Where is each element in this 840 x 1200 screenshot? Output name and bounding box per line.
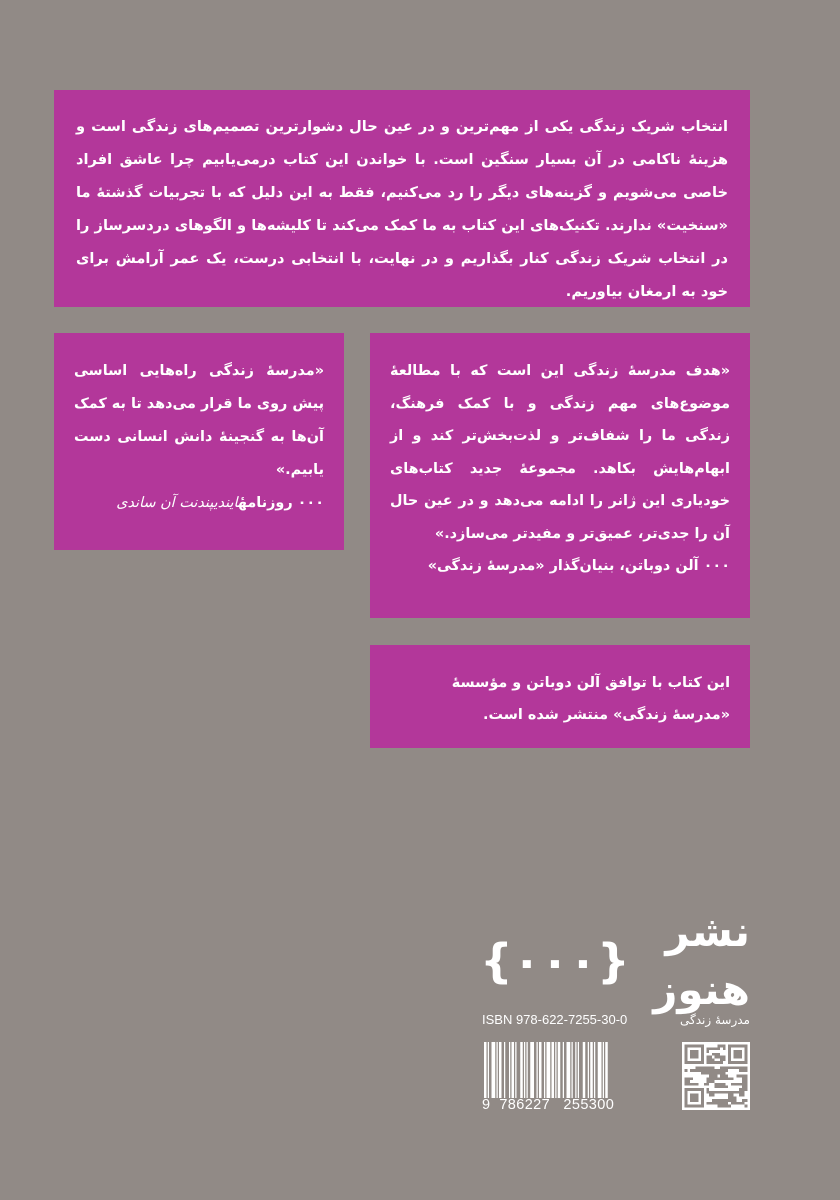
qr-code-icon xyxy=(682,1042,750,1110)
license-notice-box xyxy=(370,645,750,748)
series-label: مدرسهٔ زندگی xyxy=(680,1013,750,1027)
publisher-logo xyxy=(480,907,750,1014)
isbn-line xyxy=(482,1010,750,1030)
publisher-mark: {۰۰۰} xyxy=(480,934,630,988)
isbn-barcode xyxy=(482,1042,667,1114)
founder-quote-text: «هدف مدرسهٔ زندگی این است که با مطالعهٔ موضوع‌های مهم زندگی و با کمک فرهنگ، زندگی ما را شفاف‌تر و لذت‌بخش‌تر کند و از ابهام‌هایش بکاهد. مجموعهٔ جدید کتاب‌های خودیاری این ژانر را ادامه می‌دهد و در عین حال آن را جدی‌تر، عمیق‌تر و مفیدتر می‌سازد.» ۰۰۰ آلن دوباتن، بنیان‌گذار «مدرسهٔ زندگی» xyxy=(390,355,730,583)
publisher-name: نشر هنوز xyxy=(653,907,750,1014)
isbn-number: ISBN 978-622-7255-30-0 xyxy=(482,1012,628,1027)
press-quote-text: «مدرسهٔ زندگی راه‌هایی اساسی پیش روی ما قرار می‌دهد تا به کمک آن‌ها به گنجینهٔ دانش انسانی دست یابیم.» ۰۰۰ روزنامهٔایندیپندنت آن ساندی xyxy=(74,355,324,520)
press-quote-source: ۰۰۰ روزنامهٔایندیپندنت آن ساندی xyxy=(116,495,324,511)
barcode-bars xyxy=(482,1042,667,1098)
back-cover-blurb: انتخاب شریک زندگی یکی از مهم‌ترین و در عین حال دشوارترین تصمیم‌های زندگی است و هزینهٔ ناکامی در آن بسیار سنگین است. با خواندن این کتاب درمی‌یابیم چرا عاشق افراد خاصی می‌شویم و گزینه‌های دیگر را رد می‌کنیم، فقط به این دلیل که با تجربیات گذشتهٔ ما «سنخیت» ندارند. تکنیک‌های این کتاب به ما کمک می‌کند تا کلیشه‌ها و الگوهای دردسرساز را در انتخاب شریک زندگی کنار بگذاریم و در نهایت، با انتخابی درست، یک عمر آرامش برای خود به ارمغان بیاوریم. xyxy=(76,118,728,300)
back-cover-blurb-box xyxy=(54,90,750,307)
license-notice: این کتاب با توافق آلن دوباتن و مؤسسهٔ «مدرسهٔ زندگی» منتشر شده است. xyxy=(451,675,730,723)
founder-quote-source: ۰۰۰ آلن دوباتن، بنیان‌گذار «مدرسهٔ زندگی» xyxy=(427,558,730,574)
press-quote-box xyxy=(54,333,344,550)
press-quote-newspaper: ایندیپندنت آن ساندی xyxy=(116,495,238,511)
founder-quote-box xyxy=(370,333,750,618)
barcode-digits: 9 786227 255300 xyxy=(482,1097,615,1113)
